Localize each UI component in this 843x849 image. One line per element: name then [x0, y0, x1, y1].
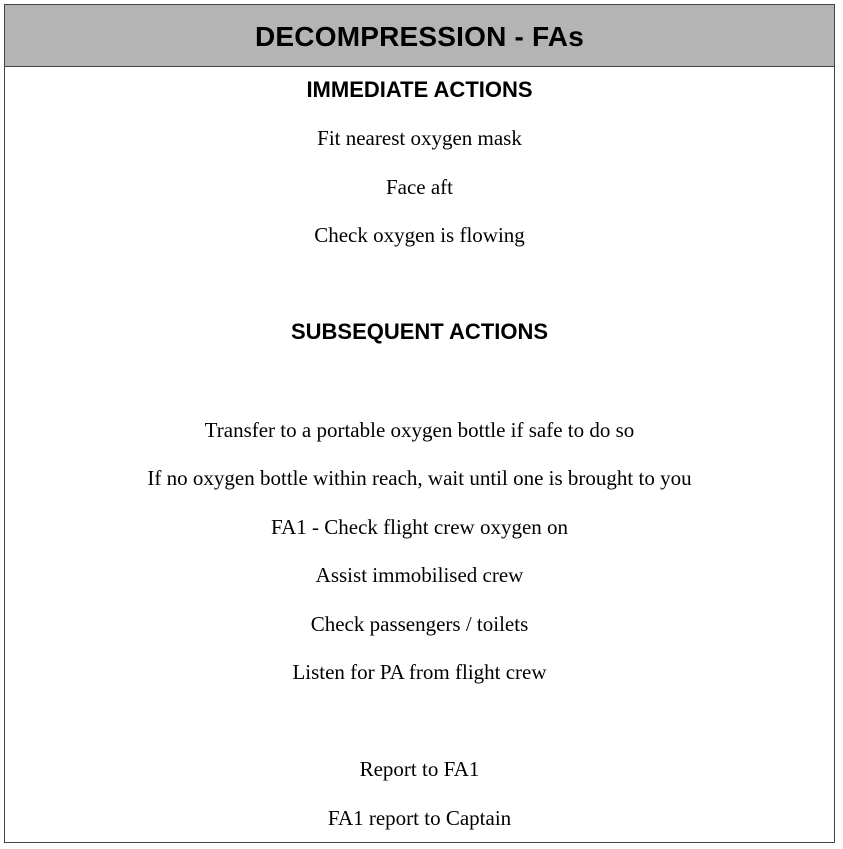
- immediate-action-item: Face aft: [385, 175, 454, 199]
- checklist-title: DECOMPRESSION - FAs: [255, 20, 584, 52]
- subsequent-actions-heading: SUBSEQUENT ACTIONS: [290, 319, 549, 344]
- subsequent-action-item: Listen for PA from flight crew: [292, 660, 547, 684]
- subsequent-action-item: Transfer to a portable oxygen bottle if safe to do so: [204, 418, 635, 442]
- subsequent-action-item: Check passengers / toilets: [310, 612, 529, 636]
- immediate-action-item: Fit nearest oxygen mask: [317, 126, 522, 150]
- checklist-card: [4, 4, 835, 843]
- immediate-actions-heading: IMMEDIATE ACTIONS: [306, 77, 533, 102]
- immediate-action-item: Check oxygen is flowing: [314, 223, 525, 247]
- subsequent-action-item: FA1 report to Captain: [327, 806, 512, 830]
- subsequent-action-item: FA1 - Check flight crew oxygen on: [270, 515, 569, 539]
- subsequent-action-item: If no oxygen bottle within reach, wait until one is brought to you: [147, 466, 692, 490]
- title-bar: [5, 5, 834, 67]
- subsequent-action-item: Report to FA1: [359, 757, 480, 781]
- subsequent-action-item: Assist immobilised crew: [315, 563, 524, 587]
